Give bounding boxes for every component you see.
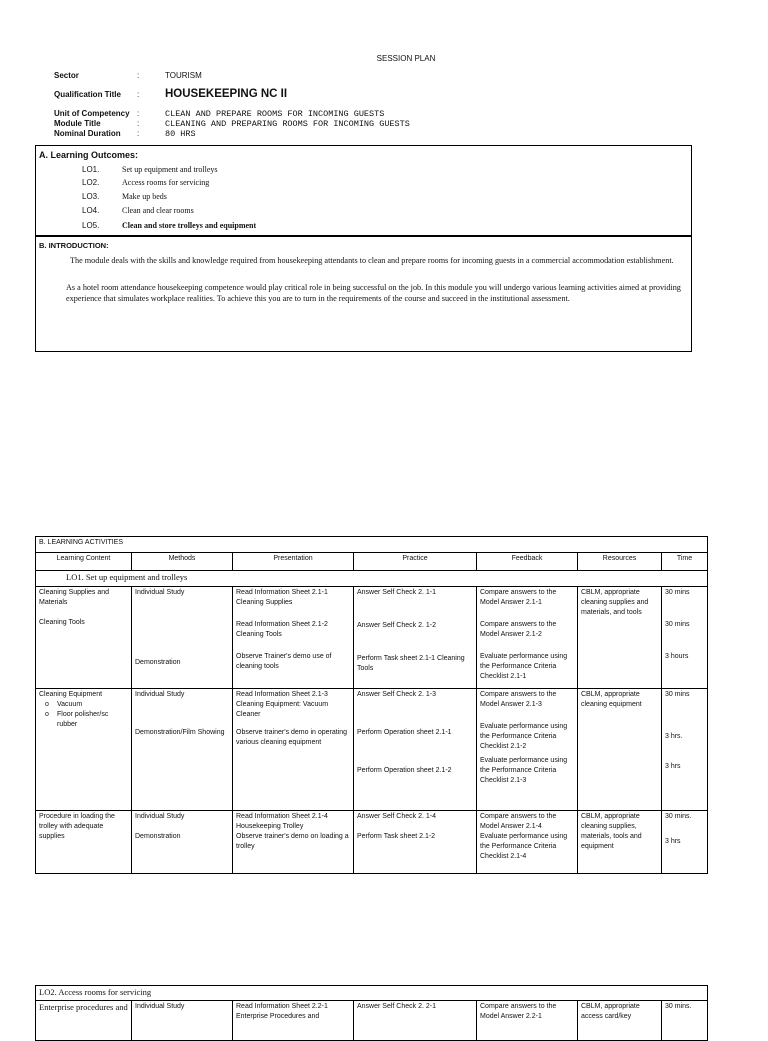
module-label: Module Title — [54, 119, 101, 128]
column-header: Methods — [132, 553, 233, 571]
presentation-cell — [233, 587, 354, 689]
time-text: 30 mins — [665, 589, 690, 596]
lo-item — [82, 165, 218, 174]
practice-text: Answer Self Check 2. 1-3 — [357, 691, 436, 698]
sub-item: o Vacuum — [45, 701, 83, 708]
colon: : — [137, 109, 140, 118]
methods-cell — [132, 587, 233, 689]
practice-text: Perform Task sheet 2.1-2 — [357, 833, 436, 840]
presentation-text: Read Information Sheet 2.1-4 Housekeeping Trolley — [236, 813, 328, 830]
lo-code: LO5. — [82, 221, 100, 230]
time-text: 3 hrs — [665, 763, 681, 770]
table-row — [36, 1001, 708, 1041]
qualification-label: Qualification Title — [54, 90, 121, 99]
lo-text: Clean and store trolleys and equipment — [122, 221, 257, 230]
time-text: 30 mins — [665, 691, 690, 698]
introduction-paragraph-1: The module deals with the skills and knowledge required from housekeeping attendants to clean and prepare rooms for incoming guests in a commercial accommodation establishment. — [70, 256, 674, 265]
feedback-text: Evaluate performance using the Performance Criteria Checklist 2.1-3 — [480, 757, 568, 784]
time-cell: 30 mins. — [662, 1001, 708, 1041]
header-row — [36, 553, 708, 571]
lo-text: Set up equipment and trolleys — [122, 165, 218, 174]
time-text: 3 hrs — [665, 838, 681, 845]
lo2-activities-table — [35, 985, 708, 1041]
resources-text: CBLM, appropriate cleaning supplies, materials, tools and equipment — [581, 813, 642, 850]
resources-cell: CBLM, appropriate access card/key — [578, 1001, 662, 1041]
column-header: Feedback — [477, 553, 578, 571]
activities-heading: B. LEARNING ACTIVITIES — [36, 537, 708, 553]
time-cell — [662, 811, 708, 874]
duration-label: Nominal Duration — [54, 129, 121, 138]
feedback-text: Compare answers to the Model Answer 2.1-4 — [480, 813, 557, 830]
resources-cell — [578, 587, 662, 689]
lo-code: LO1. — [82, 165, 100, 174]
column-header: Practice — [354, 553, 477, 571]
lo1-row — [36, 571, 708, 587]
lo-text: Make up beds — [122, 192, 167, 201]
practice-text: Perform Operation sheet 2.1-2 — [357, 767, 452, 774]
learning-content-cell — [36, 587, 132, 689]
presentation-cell — [233, 811, 354, 874]
bullet: o — [45, 711, 49, 718]
lo-code: LO3. — [82, 192, 100, 201]
resources-text: CBLM, appropriate cleaning supplies and materials, and tools — [581, 589, 649, 616]
qualification-value: HOUSEKEEPING NC II — [165, 88, 288, 100]
feedback-cell: Compare answers to the Model Answer 2.2-1 — [477, 1001, 578, 1041]
table-title-row — [36, 537, 708, 553]
feedback-text: Evaluate performance using the Performance Criteria Checklist 2.1-1 — [480, 653, 568, 680]
column-header: Presentation — [233, 553, 354, 571]
time-cell — [662, 587, 708, 689]
column-header: Resources — [578, 553, 662, 571]
lo-item — [82, 178, 209, 187]
feedback-cell — [477, 587, 578, 689]
methods-cell — [132, 689, 233, 811]
resources-text: CBLM, appropriate cleaning equipment — [581, 691, 642, 708]
practice-text: Answer Self Check 2. 1-2 — [357, 622, 436, 629]
lo2-row — [36, 986, 708, 1001]
practice-text: Perform Task sheet 2.1-1 Cleaning Tools — [357, 655, 465, 672]
feedback-text: Compare answers to the Model Answer 2.1-1 — [480, 589, 557, 606]
feedback-cell — [477, 811, 578, 874]
method-text: Individual Study — [135, 813, 185, 820]
presentation-text: Observe trainer's demo in operating various cleaning equipment — [236, 729, 348, 746]
lo-code: LO4. — [82, 206, 100, 215]
introduction-paragraph-2: As a hotel room attendance housekeeping competence would play critical role in being successful on the job. In this module you will undergo various learning activities aimed at providing experience that simulates workplace realities. To achieve this you are to turn in the requirements of the course and succeed in the institutional assessment. — [66, 283, 681, 303]
presentation-text: Read Information Sheet 2.1-2 Cleaning Tools — [236, 621, 328, 638]
lo1-label: LO1. Set up equipment and trolleys — [36, 571, 708, 587]
unit-label: Unit of Competency — [54, 109, 130, 118]
table-row — [36, 587, 708, 689]
table-row — [36, 811, 708, 874]
resources-cell — [578, 811, 662, 874]
lo-item — [82, 206, 194, 215]
practice-text: Answer Self Check 2. 1-4 — [357, 813, 436, 820]
sector-row — [54, 71, 202, 80]
resources-cell — [578, 689, 662, 811]
duration-value: 80 HRS — [165, 129, 196, 139]
method-text: Demonstration — [135, 659, 181, 666]
lo-item — [82, 192, 167, 201]
lo-item — [82, 221, 256, 230]
sub-item: o Floor polisher/sc rubber — [45, 711, 109, 728]
time-text: 3 hrs. — [665, 733, 683, 740]
feedback-text: Compare answers to the Model Answer 2.1-3 — [480, 691, 557, 708]
presentation-text: Read Information Sheet 2.1-3 Cleaning Equipment: Vacuum Cleaner — [236, 691, 329, 718]
colon: : — [137, 90, 140, 99]
practice-cell — [354, 811, 477, 874]
presentation-text: Read Information Sheet 2.1-1 Cleaning Supplies — [236, 589, 328, 606]
unit-row — [54, 109, 384, 119]
practice-cell — [354, 587, 477, 689]
content-text: Cleaning Tools — [39, 619, 85, 626]
lo2-label: LO2. Access rooms for servicing — [36, 986, 708, 1001]
colon: : — [137, 71, 140, 80]
learning-outcomes-heading: A. Learning Outcomes: — [39, 150, 139, 160]
methods-cell — [132, 811, 233, 874]
feedback-cell — [477, 689, 578, 811]
time-cell — [662, 689, 708, 811]
method-text: Individual Study — [135, 691, 185, 698]
method-text: Demonstration — [135, 833, 181, 840]
presentation-text: Observe trainer's demo on loading a trolley — [236, 833, 349, 850]
sector-value: TOURISM — [165, 71, 202, 80]
time-text: 30 mins. — [665, 813, 692, 820]
practice-cell: Answer Self Check 2. 2-1 — [354, 1001, 477, 1041]
sector-label: Sector — [54, 71, 79, 80]
presentation-cell: Read Information Sheet 2.2-1 Enterprise Procedures and — [233, 1001, 354, 1041]
time-text: 3 hours — [665, 653, 689, 660]
qualification-row — [54, 88, 287, 100]
duration-row — [54, 129, 196, 139]
module-value: CLEANING AND PREPARING ROOMS FOR INCOMING GUESTS — [165, 119, 410, 129]
practice-text: Answer Self Check 2. 1-1 — [357, 589, 436, 596]
learning-content-cell — [36, 689, 132, 811]
feedback-text: Evaluate performance using the Performance Criteria Checklist 2.1-4 — [480, 833, 568, 860]
feedback-text: Compare answers to the Model Answer 2.1-2 — [480, 621, 557, 638]
learning-content-cell — [36, 811, 132, 874]
presentation-cell — [233, 689, 354, 811]
practice-cell — [354, 689, 477, 811]
introduction-heading: B. INTRODUCTION: — [39, 241, 109, 250]
colon: : — [137, 129, 140, 138]
learning-content-cell: Enterprise procedures and — [36, 1001, 132, 1041]
page-title: SESSION PLAN — [376, 54, 436, 63]
content-text: Cleaning Equipment — [39, 691, 103, 698]
lo-code: LO2. — [82, 178, 100, 187]
method-text: Demonstration/Film Showing — [135, 729, 225, 736]
colon: : — [137, 119, 140, 128]
column-header: Learning Content — [36, 553, 132, 571]
content-text: Cleaning Supplies and Materials — [39, 589, 110, 606]
column-header: Time — [662, 553, 708, 571]
presentation-text: Observe Trainer's demo use of cleaning tools — [236, 653, 332, 670]
feedback-text: Evaluate performance using the Performance Criteria Checklist 2.1-2 — [480, 723, 568, 750]
table-row — [36, 689, 708, 811]
method-text: Individual Study — [135, 589, 185, 596]
time-text: 30 mins — [665, 621, 690, 628]
practice-text: Perform Operation sheet 2.1-1 — [357, 729, 452, 736]
content-text: Procedure in loading the trolley with adequate supplies — [39, 813, 115, 840]
module-row — [54, 119, 410, 129]
methods-cell: Individual Study — [132, 1001, 233, 1041]
learning-activities-table — [35, 536, 708, 874]
bullet: o — [45, 701, 49, 708]
unit-value: CLEAN AND PREPARE ROOMS FOR INCOMING GUESTS — [165, 109, 385, 119]
lo-text: Clean and clear rooms — [122, 206, 194, 215]
lo-text: Access rooms for servicing — [122, 178, 210, 187]
